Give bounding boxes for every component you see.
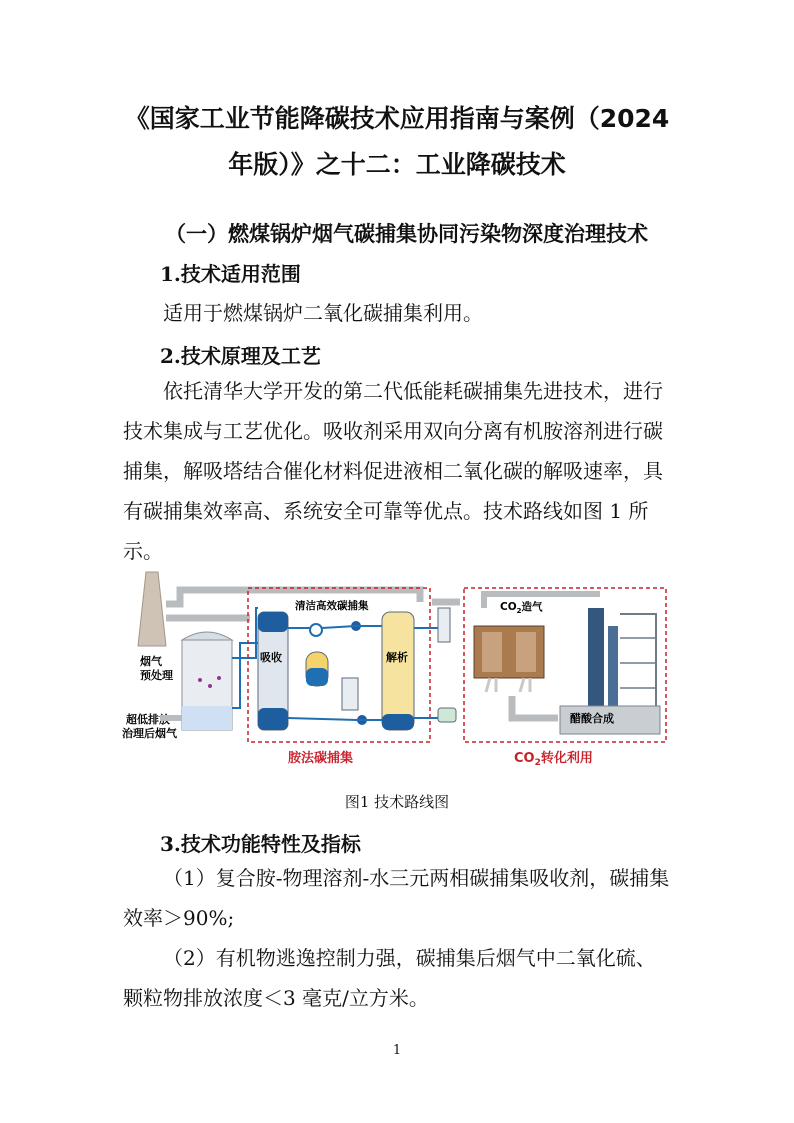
gasifier-right bbox=[516, 632, 536, 672]
gasifier-left bbox=[482, 632, 502, 672]
particle bbox=[208, 684, 212, 688]
chimney bbox=[138, 572, 166, 646]
blue-pipe-2 bbox=[232, 643, 258, 708]
acetic-synthesis-label: 醋酸合成 bbox=[570, 712, 614, 725]
exhaust-label-1: 超低排放 bbox=[126, 713, 170, 726]
absorber-top bbox=[258, 612, 288, 632]
blue-pipe-3 bbox=[288, 626, 382, 628]
paragraph-scope: 适用于燃煤锅炉二氧化碳捕集利用。 bbox=[163, 301, 483, 325]
compressor-unit bbox=[438, 708, 456, 722]
scaffold-floors bbox=[620, 638, 656, 688]
amine-capture-label: 胺法碳捕集 bbox=[288, 751, 354, 766]
exhaust-label-2: 治理后烟气 bbox=[122, 727, 177, 740]
pretreat-label-1: 烟气 bbox=[140, 655, 162, 668]
reactor-tower-2 bbox=[608, 626, 618, 718]
particle bbox=[198, 678, 202, 682]
heat-exchanger-icon bbox=[310, 624, 322, 636]
process-figure bbox=[120, 568, 670, 777]
page-number: 1 bbox=[392, 1043, 402, 1058]
catalytic-liquid bbox=[306, 668, 328, 686]
heading-scope: 1.技术适用范围 bbox=[160, 262, 301, 286]
reactor-tower bbox=[588, 608, 604, 718]
separator-unit bbox=[438, 608, 450, 642]
paragraph-principle: 依托清华大学开发的第二代低能耗碳捕集先进技术，进行技术集成与工艺优化。吸收剂采用双向分离有机胺溶剂进行碳捕集，解吸塔结合催化材料促进液相二氧化碳的解吸速率，具有碳捕集效率高、系统安全可靠等优点。技术路线如图 1 所示。 bbox=[123, 379, 663, 563]
pretreat-top bbox=[182, 632, 232, 640]
blue-pipe-4 bbox=[288, 718, 382, 720]
paragraph-feature-2: （2）有机物逃逸控制力强，碳捕集后烟气中二氧化硫、颗粒物排放浓度＜3 毫克/立方米。 bbox=[123, 946, 656, 1010]
process-diagram bbox=[120, 568, 670, 773]
figure-caption: 图1 技术路线图 bbox=[344, 793, 450, 811]
co2-utilization-label: $CO_2$转化利用 bbox=[514, 751, 593, 768]
heading-features: 3.技术功能特性及指标 bbox=[160, 832, 361, 856]
desorber-bottom bbox=[382, 714, 414, 730]
filter-unit bbox=[342, 678, 358, 710]
absorb-label: 吸收 bbox=[260, 651, 282, 664]
heading-principle: 2.技术原理及工艺 bbox=[160, 344, 321, 368]
desorber-tower bbox=[382, 612, 414, 730]
absorber-bottom bbox=[258, 708, 288, 730]
grey-pipe-bottom bbox=[512, 696, 558, 718]
section-heading: （一）燃煤锅炉烟气碳捕集协同污染物深度治理技术 bbox=[165, 222, 648, 246]
plant-scaffold bbox=[620, 614, 656, 718]
desorb-label: 解析 bbox=[386, 651, 408, 664]
pretreat-label-2: 预处理 bbox=[140, 669, 173, 682]
paragraph-feature-1: （1）复合胺-物理溶剂-水三元两相碳捕集吸收剂，碳捕集效率＞90%; bbox=[123, 866, 670, 930]
clean-capture-label: 清洁高效碳捕集 bbox=[295, 600, 369, 612]
gasifier-legs bbox=[486, 678, 530, 692]
co2-gasification-label: $CO_2$造气 bbox=[500, 601, 543, 615]
grey-pipe-top bbox=[166, 590, 420, 604]
document-title: 《国家工业节能降碳技术应用指南与案例（2024 年版）》之十二：工业降碳技术 bbox=[124, 104, 670, 179]
particle bbox=[217, 676, 221, 680]
pretreat-liquid bbox=[182, 706, 232, 730]
